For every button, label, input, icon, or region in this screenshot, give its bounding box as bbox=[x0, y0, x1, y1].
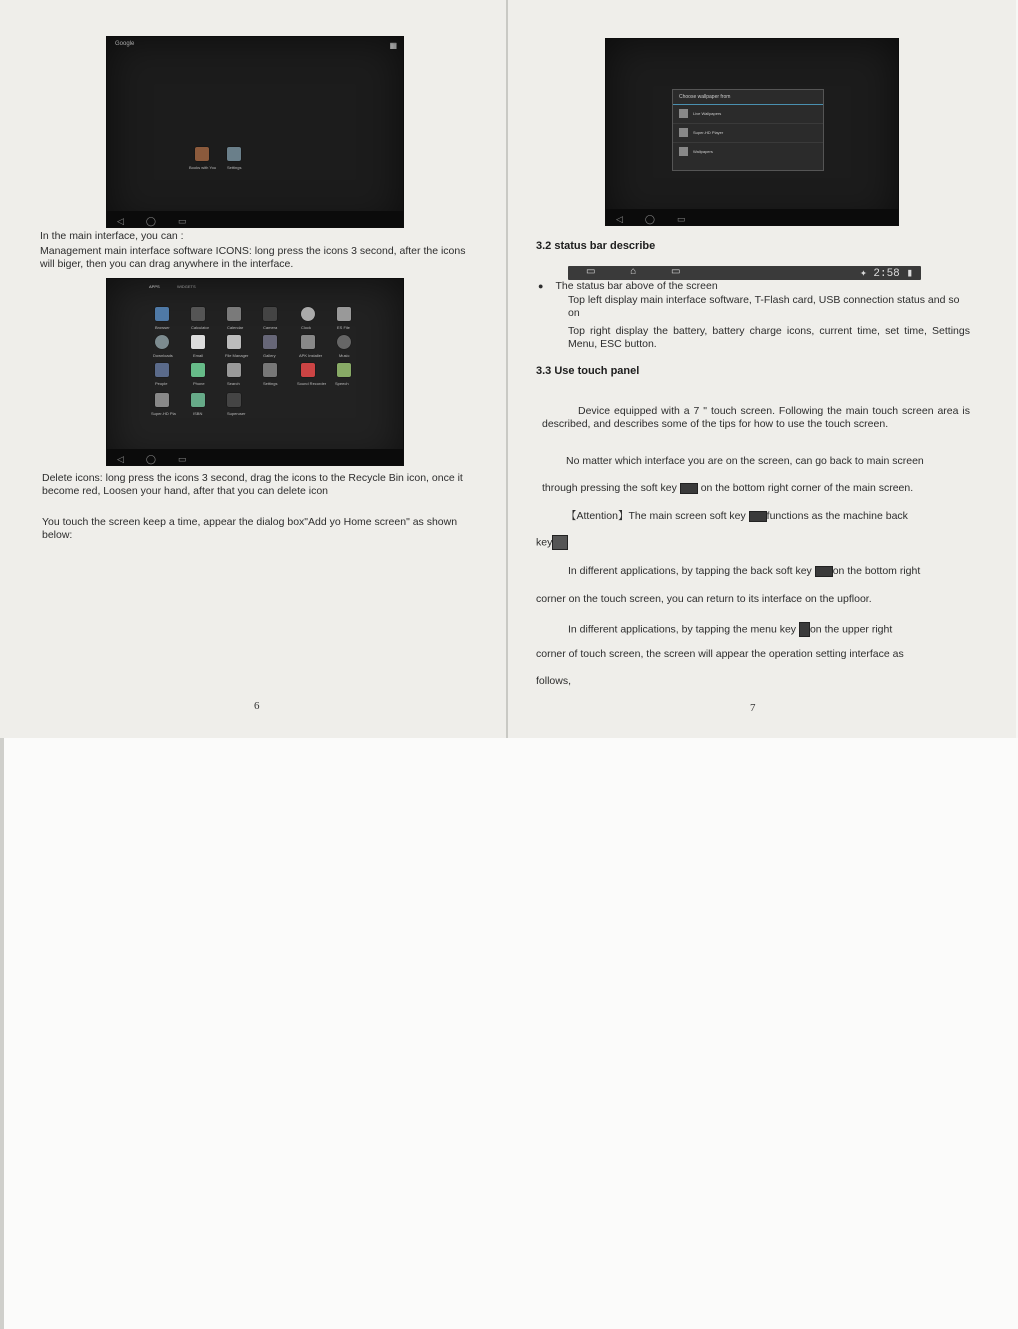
dialog-option[interactable]: Super-HD Player bbox=[673, 124, 823, 143]
paragraph-4: 【Attention】The main screen soft key functions as the machine back bbox=[566, 510, 908, 522]
sound-recorder-icon bbox=[301, 363, 315, 377]
paragraph-6: In different applications, by tapping the menu key on the upper right bbox=[568, 623, 893, 636]
app-label: Camera bbox=[263, 325, 278, 330]
settings-app-icon bbox=[227, 147, 241, 161]
clock-icon bbox=[301, 307, 315, 321]
left-page bbox=[0, 0, 508, 738]
paragraph-6-cont: corner of touch screen, the screen will appear the operation setting interface as bbox=[536, 648, 904, 660]
camera-icon bbox=[263, 307, 277, 321]
app-label: ISBN bbox=[193, 411, 203, 416]
delete-paragraph: Delete icons: long press the icons 3 second, drag the icons to the Recycle Bin icon, once it become red, Loosen your hand, after that you can delete icon bbox=[42, 472, 463, 497]
app-label: Settings bbox=[263, 381, 278, 386]
page-number: 6 bbox=[254, 700, 260, 712]
browser-icon bbox=[155, 307, 169, 321]
email-icon bbox=[191, 335, 205, 349]
home-screen-screenshot bbox=[106, 36, 404, 228]
section-3-2-heading: 3.2 status bar describe bbox=[536, 240, 656, 252]
home-icon bbox=[552, 535, 568, 550]
player-icon bbox=[679, 128, 688, 137]
app-label: ES File bbox=[337, 325, 350, 330]
status-bar-image bbox=[568, 266, 921, 280]
app-label: APK Installer bbox=[299, 353, 323, 358]
status-desc-left: Top left display main interface software, T-Flash card, USB connection status and so on bbox=[568, 294, 960, 319]
app-label: Email bbox=[193, 353, 204, 358]
intro-line: In the main interface, you can : bbox=[40, 230, 184, 242]
app-label: Browser bbox=[155, 325, 170, 330]
app-label: Clock bbox=[301, 325, 312, 330]
app-label: People bbox=[155, 381, 168, 386]
app-label: Settings bbox=[227, 165, 242, 170]
settings-icon bbox=[263, 363, 277, 377]
app-label: Calendar bbox=[227, 325, 244, 330]
phone-icon bbox=[191, 363, 205, 377]
paragraph-6-end: follows, bbox=[536, 675, 572, 687]
bullet-icon: ● bbox=[538, 281, 544, 291]
downloads-icon bbox=[155, 335, 169, 349]
live-wallpaper-icon bbox=[679, 109, 688, 118]
bullet-line: ● The status bar above of the screen bbox=[538, 280, 718, 292]
app-label: Sound Recorder bbox=[297, 381, 327, 386]
tab-apps: APPS bbox=[149, 284, 160, 289]
home-soft-key-icon bbox=[749, 511, 767, 522]
apps-grid-icon: ▦ bbox=[389, 41, 397, 50]
paragraph-3: through pressing the soft key on the bottom right corner of the main screen. bbox=[542, 482, 914, 494]
blank-scan-area bbox=[0, 738, 1018, 1329]
app-label: File Manager bbox=[225, 353, 249, 358]
wallpaper-dialog bbox=[672, 89, 824, 171]
apk-installer-icon bbox=[301, 335, 315, 349]
calendar-icon bbox=[227, 307, 241, 321]
paragraph-2: No matter which interface you are on the screen, can go back to main screen bbox=[566, 455, 924, 467]
speech-icon bbox=[337, 363, 351, 377]
app-label: Downloads bbox=[153, 353, 173, 358]
paragraph-5: In different applications, by tapping the back soft key on the bottom right bbox=[568, 565, 921, 577]
section-3-3-heading: 3.3 Use touch panel bbox=[536, 365, 640, 377]
app-label: Speech bbox=[335, 381, 349, 386]
paragraph-4-end: key bbox=[536, 535, 636, 550]
super-hd-player-icon bbox=[155, 393, 169, 407]
google-search-label: Google bbox=[115, 41, 135, 47]
people-icon bbox=[155, 363, 169, 377]
app-label: Superuser bbox=[227, 411, 246, 416]
back-soft-key-icon bbox=[815, 566, 833, 577]
nav-bar: ◁ ◯ ▭ bbox=[107, 449, 403, 465]
dialog-option[interactable]: Live Wallpapers bbox=[673, 105, 823, 124]
dialog-title: Choose wallpaper from bbox=[673, 90, 823, 105]
tab-widgets: WIDGETS bbox=[177, 284, 196, 289]
menu-key-icon bbox=[799, 622, 810, 637]
nav-bar: ◁ ◯ ▭ bbox=[606, 209, 898, 225]
app-label: Books with You bbox=[189, 165, 217, 170]
dialog-option[interactable]: Wallpapers bbox=[673, 143, 823, 161]
status-left-icons: ▭ ⌂ ▭ bbox=[586, 266, 697, 277]
superuser-icon bbox=[227, 393, 241, 407]
isbn-icon bbox=[191, 393, 205, 407]
dialog-paragraph: You touch the screen keep a time, appear the dialog box"Add yo Home screen" as shown below: bbox=[42, 516, 458, 541]
manage-paragraph: Management main interface software ICONS: long press the icons 3 second, after the icons will biger, then you can drag anywhere in the interface. bbox=[40, 245, 466, 270]
search-icon bbox=[227, 363, 241, 377]
wallpaper-dialog-screenshot bbox=[605, 38, 899, 226]
status-desc-right: Top right display the battery, battery charge icons, current time, set time, Settings Menu, ESC button. bbox=[568, 325, 970, 350]
home-soft-key-icon bbox=[680, 483, 698, 494]
gallery-icon bbox=[263, 335, 277, 349]
paragraph-1: Device equipped with a 7 " touch screen. Following the main touch screen area is described, and describes some of the tips for how to use the touch screen. bbox=[542, 405, 970, 430]
file-manager-icon bbox=[227, 335, 241, 349]
paragraph-5-cont: corner on the touch screen, you can return to its interface on the upfloor. bbox=[536, 593, 872, 605]
calculator-icon bbox=[191, 307, 205, 321]
app-label: Music bbox=[339, 353, 350, 358]
nav-bar: ◁ ◯ ▭ bbox=[107, 211, 403, 227]
app-label: Super-HD Pla bbox=[151, 411, 176, 416]
app-label: Gallery bbox=[263, 353, 276, 358]
es-file-icon bbox=[337, 307, 351, 321]
wallpapers-icon bbox=[679, 147, 688, 156]
app-label: Phone bbox=[193, 381, 205, 386]
app-label: Search bbox=[227, 381, 240, 386]
page-number: 7 bbox=[750, 702, 756, 714]
app-drawer-screenshot bbox=[106, 278, 404, 466]
app-label: Calculator bbox=[191, 325, 210, 330]
music-icon bbox=[337, 335, 351, 349]
status-right-icons: ✦ 2:58 ▮ bbox=[860, 268, 913, 280]
scan-edge bbox=[0, 738, 4, 1329]
right-page bbox=[508, 0, 1016, 738]
books-app-icon bbox=[195, 147, 209, 161]
